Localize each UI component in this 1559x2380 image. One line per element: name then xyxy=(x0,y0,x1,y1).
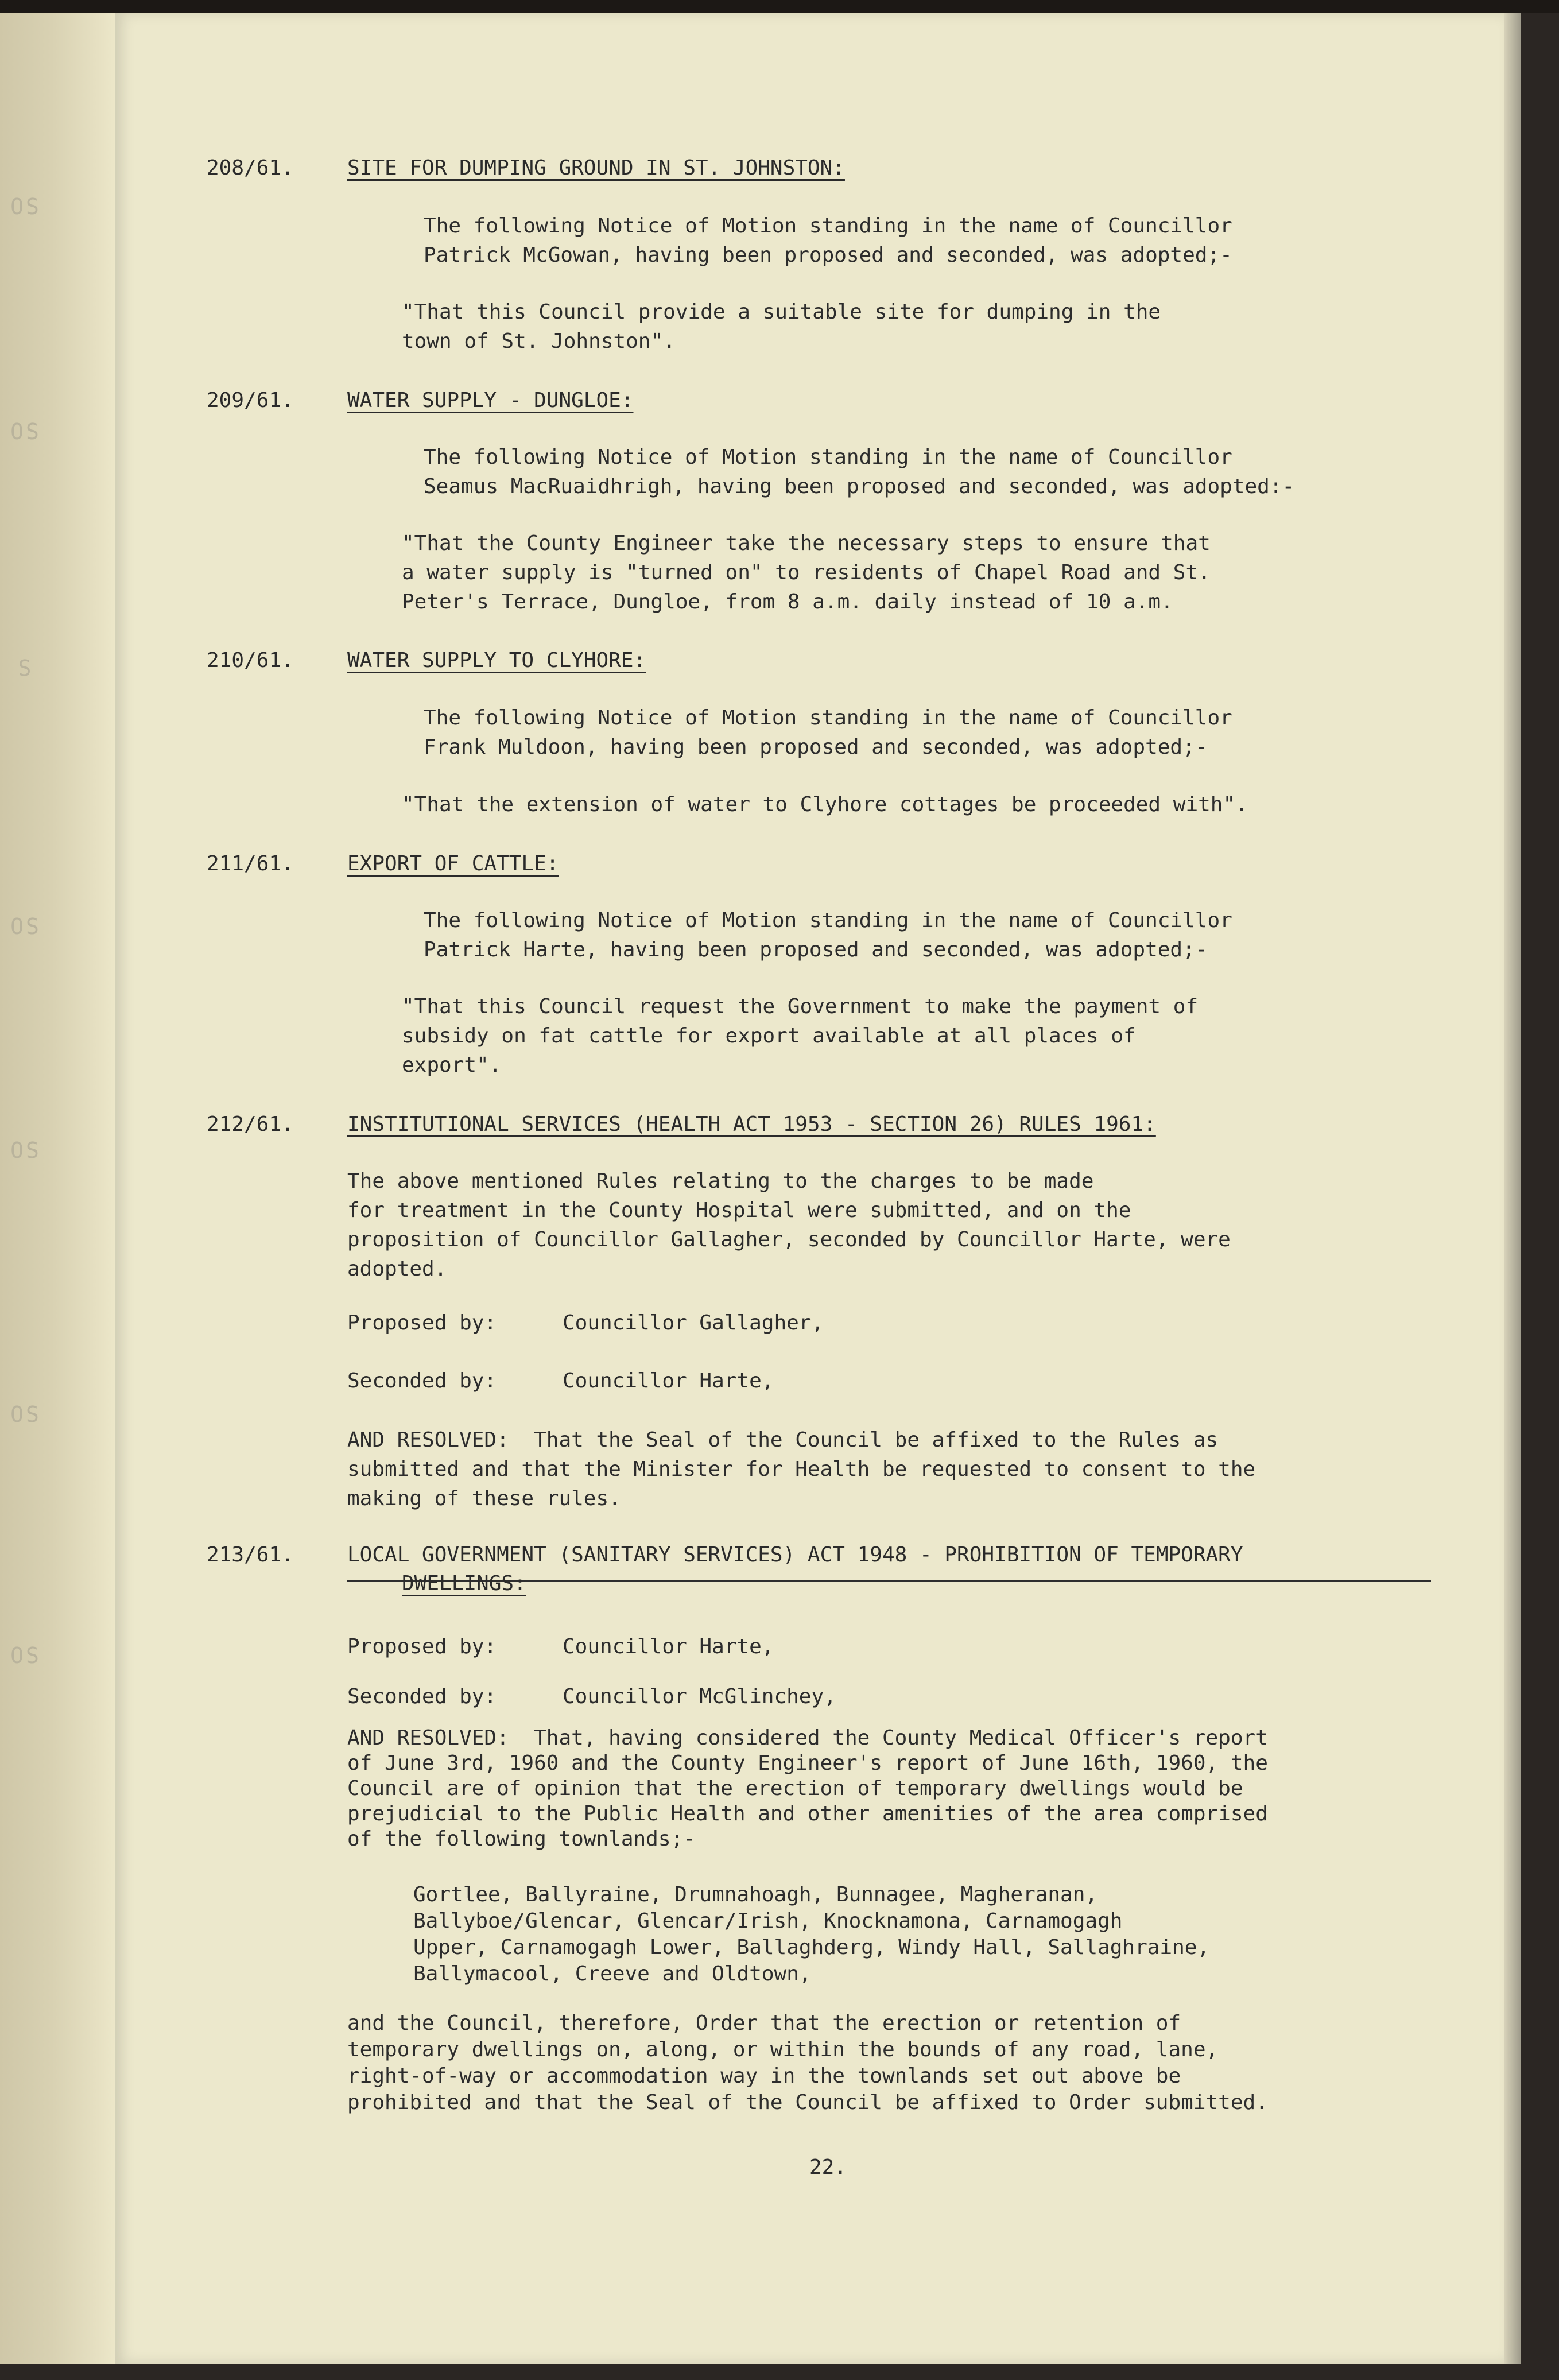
page-edge-shadow xyxy=(1504,13,1521,2364)
minute-heading: SITE FOR DUMPING GROUND IN ST. JOHNSTON: xyxy=(347,156,845,180)
minute-number: 208/61. xyxy=(207,156,294,180)
minute-number: 210/61. xyxy=(207,649,294,672)
order-text: and the Council, therefore, Order that the erection or retention of temporary dwellings on, along, or within the bounds of any road, lane, right-of-way or accommodation way in the townlands set out above be prohibited and that the Seal of the Council be affixed to Order submitted. xyxy=(347,2011,1268,2114)
bleed-through-text: OS xyxy=(10,1643,41,1668)
minute-paragraph: The following Notice of Motion standing in the name of Councillor Seamus MacRuaidhrigh, having been proposed and seconded, was adopted:- xyxy=(424,445,1295,498)
resolution-text: AND RESOLVED: That the Seal of the Council be affixed to the Rules as submitted and that the Minister for Health be requested to consent to the making of these rules. xyxy=(347,1428,1256,1510)
bleed-through-text: OS xyxy=(10,1402,41,1427)
bleed-through-text: S xyxy=(18,656,34,681)
minute-heading: WATER SUPPLY - DUNGLOE: xyxy=(347,389,634,412)
bleed-through-text: OS xyxy=(10,194,41,219)
motion-quote: "That the County Engineer take the necessary steps to ensure that a water supply is "turned on" to residents of Chapel Road and St. Peter's Terrace, Dungloe, from 8 a.m. daily instead of 10 a.m. xyxy=(402,532,1211,614)
minute-paragraph: The following Notice of Motion standing in the name of Councillor Patrick McGowan, having been proposed and seconded, was adopted;- xyxy=(424,214,1232,267)
motion-quote: "That this Council request the Government to make the payment of subsidy on fat cattle for export available at all places of export". xyxy=(402,995,1199,1077)
page-number: 22. xyxy=(809,2156,847,2179)
proposed-by-label: Proposed by: xyxy=(347,1311,497,1335)
minute-number: 211/61. xyxy=(207,852,294,875)
seconded-by-value: Councillor McGlinchey, xyxy=(563,1685,836,1708)
proposed-by-value: Councillor Gallagher, xyxy=(563,1311,824,1335)
minute-heading: WATER SUPPLY TO CLYHORE: xyxy=(347,649,646,672)
minute-heading-line2: DWELLINGS: xyxy=(402,1572,526,1595)
motion-quote: "That this Council provide a suitable site for dumping in the town of St. Johnston". xyxy=(402,300,1161,353)
spine-margin xyxy=(0,13,115,2364)
seconded-by-value: Councillor Harte, xyxy=(563,1369,774,1393)
bleed-through-text: OS xyxy=(10,1138,41,1163)
proposed-by-label: Proposed by: xyxy=(347,1635,497,1658)
proposed-by-value: Councillor Harte, xyxy=(563,1635,774,1658)
minute-heading: EXPORT OF CATTLE: xyxy=(347,852,559,875)
motion-quote: "That the extension of water to Clyhore cottages be proceeded with". xyxy=(402,793,1248,816)
resolution-text: AND RESOLVED: That, having considered the County Medical Officer's report of June 3rd, 1960 and the County Engineer's report of June 16th, 1960, the Council are of opinion that the erection of temporary dwellings would be prejudicial to the Public Health and other amenities of the area comprised of the following townlands;- xyxy=(347,1726,1268,1851)
minute-number: 213/61. xyxy=(207,1543,294,1567)
top-binding-strip xyxy=(0,0,1559,13)
townlands-list: Gortlee, Ballyraine, Drumnahoagh, Bunnagee, Magheranan, Ballyboe/Glencar, Glencar/Irish, Knocknamona, Carnamogagh Upper, Carnamogagh Lower, Ballaghderg, Windy Hall, Sallaghraine, Ballymacool, Creeve and Oldtown, xyxy=(413,1883,1210,1986)
minute-paragraph: The following Notice of Motion standing in the name of Councillor Patrick Harte, having been proposed and seconded, was adopted;- xyxy=(424,909,1232,962)
bleed-through-text: OS xyxy=(10,419,41,444)
seconded-by-label: Seconded by: xyxy=(347,1685,497,1708)
minute-number: 209/61. xyxy=(207,389,294,412)
minute-paragraph: The following Notice of Motion standing in the name of Councillor Frank Muldoon, having been proposed and seconded, was adopted;- xyxy=(424,706,1232,759)
seconded-by-label: Seconded by: xyxy=(347,1369,497,1393)
minute-heading-line1: LOCAL GOVERNMENT (SANITARY SERVICES) ACT 1948 - PROHIBITION OF TEMPORARY xyxy=(347,1543,1243,1567)
minute-heading: INSTITUTIONAL SERVICES (HEALTH ACT 1953 - SECTION 26) RULES 1961: xyxy=(347,1113,1156,1136)
minute-number: 212/61. xyxy=(207,1113,294,1136)
minute-paragraph: The above mentioned Rules relating to the charges to be made for treatment in the County Hospital were submitted, and on the proposition of Councillor Gallagher, seconded by Councillor Harte, were adopted. xyxy=(347,1169,1231,1281)
bleed-through-text: OS xyxy=(10,914,41,939)
